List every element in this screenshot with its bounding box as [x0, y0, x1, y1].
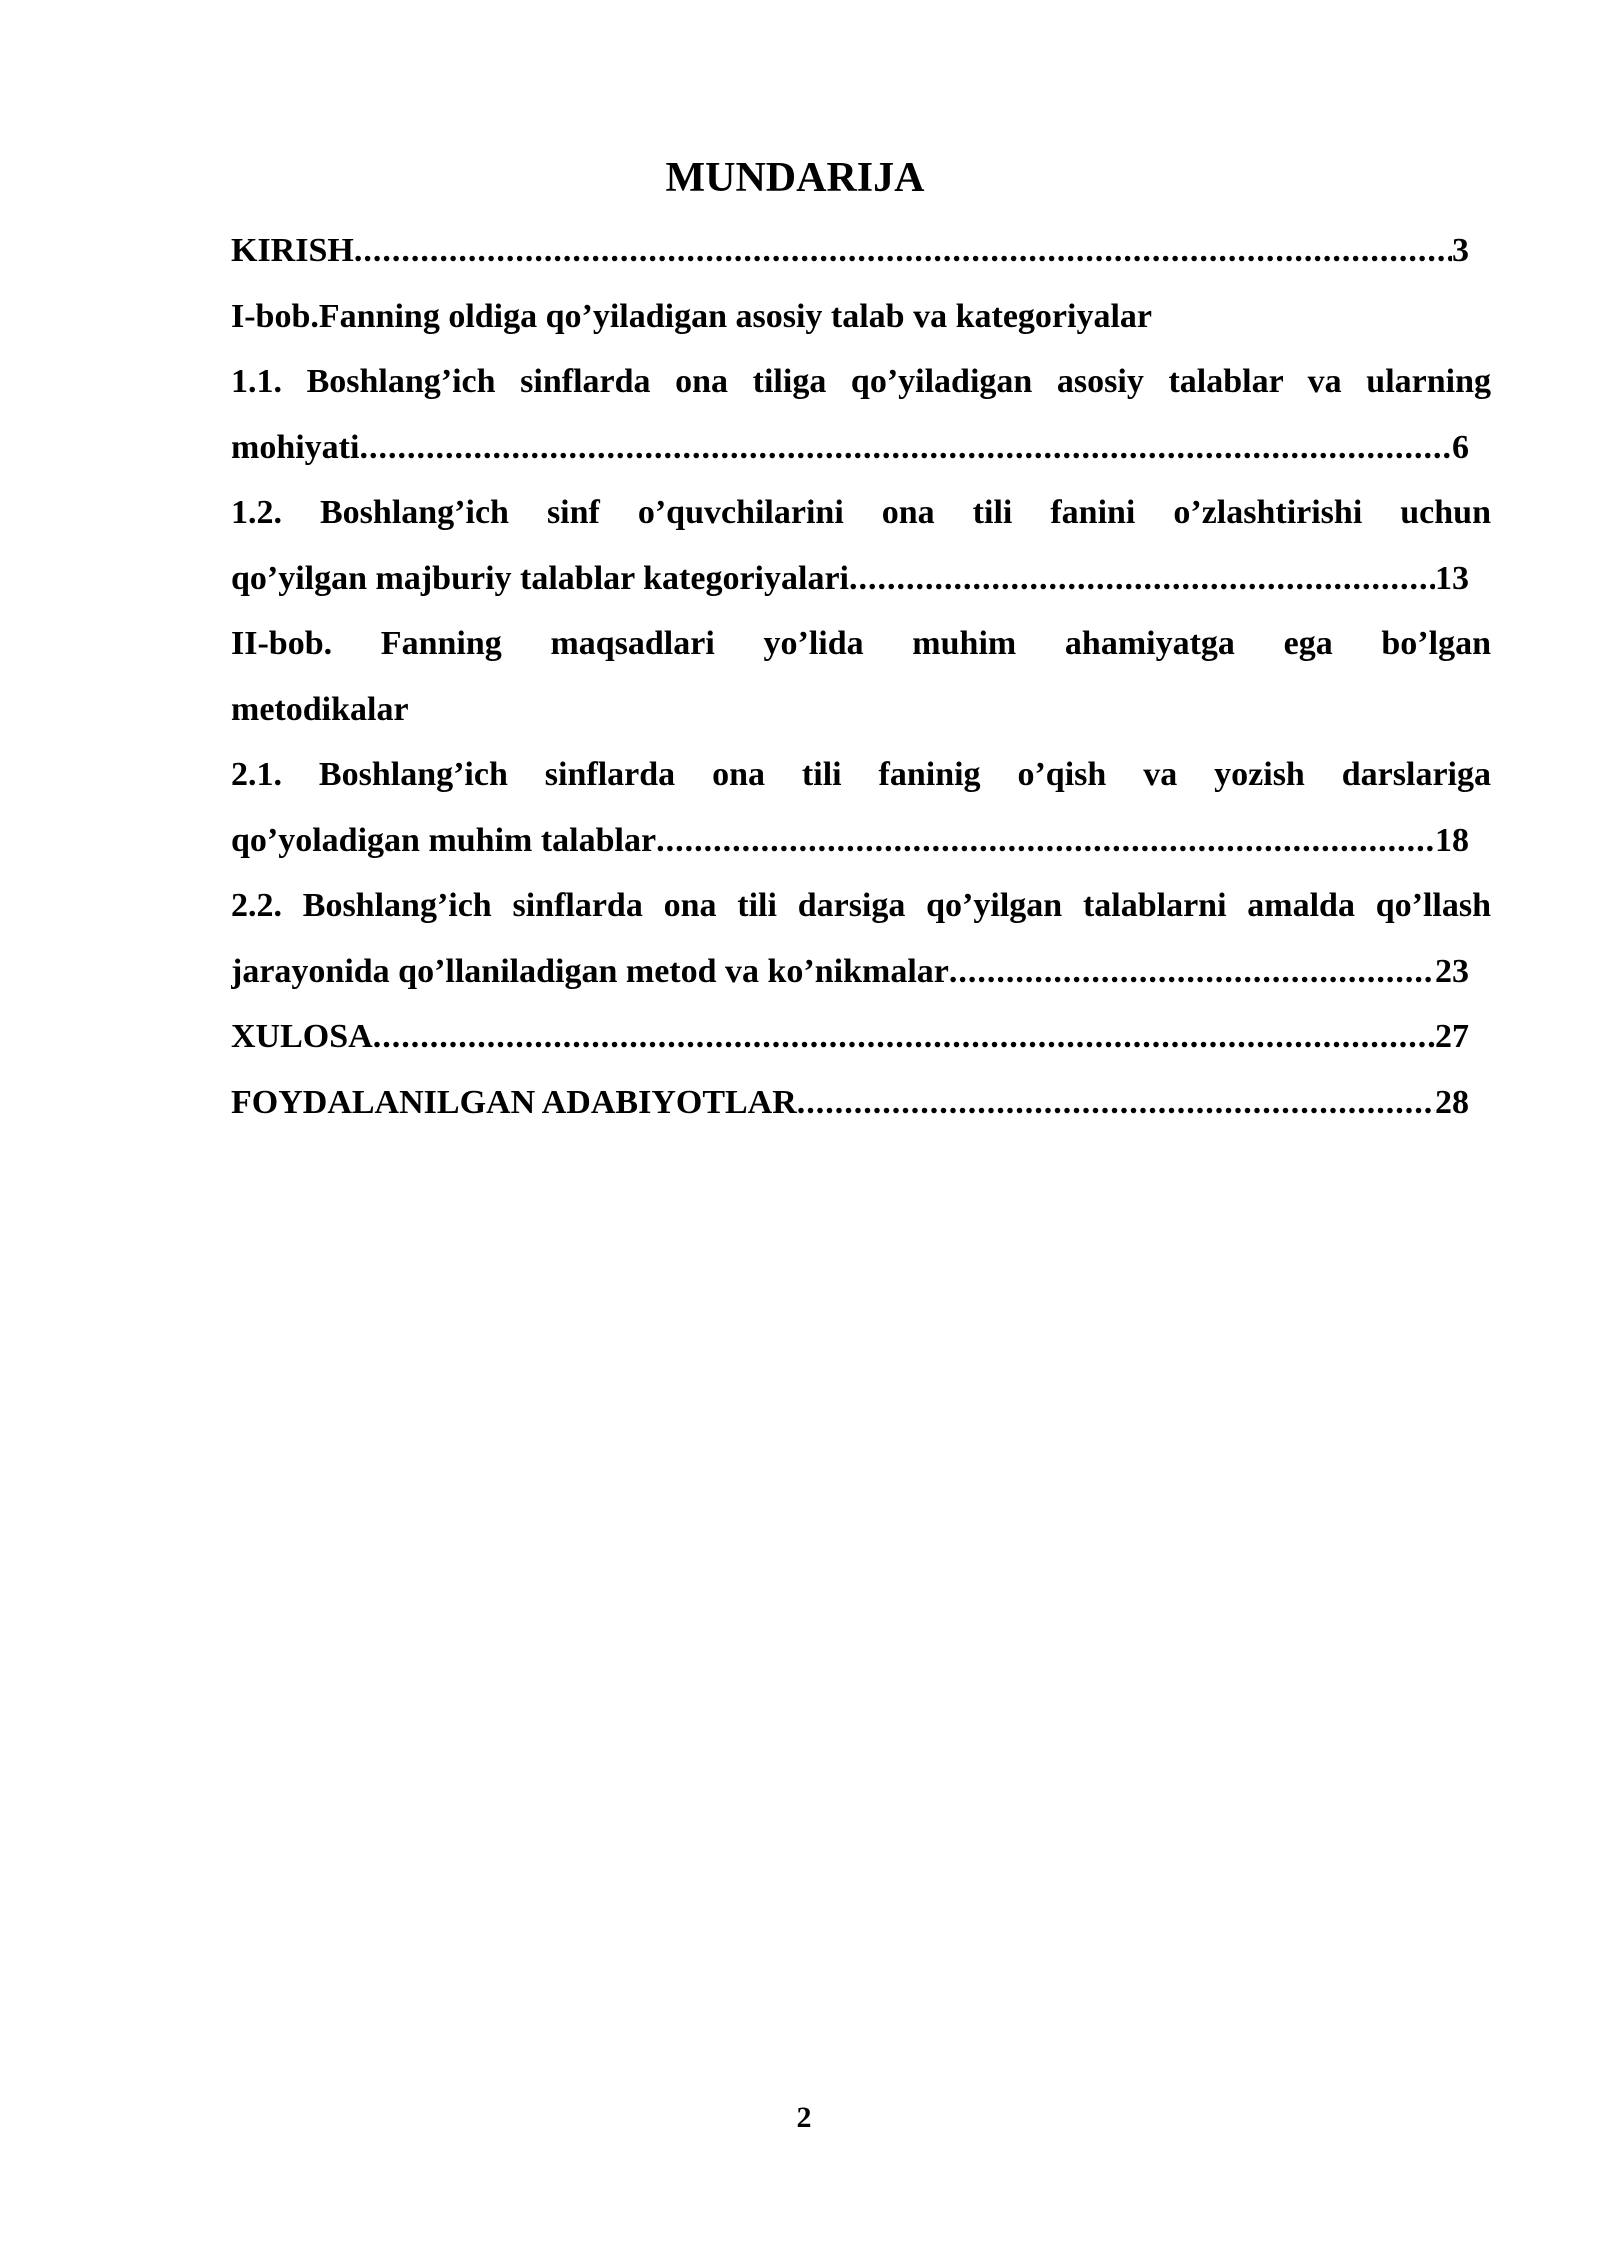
- page-number-text: 2: [796, 2101, 812, 2134]
- page-number: [0, 2098, 1600, 2138]
- dot-leader: [849, 546, 1435, 612]
- toc-entry-label: 2.1. Boshlang’ich sinflarda ona tili faninig o’qish va yozish darslariga: [231, 756, 1491, 793]
- dot-leader: [656, 808, 1435, 874]
- toc-entry-label: 1.2. Boshlang’ich sinf o’quvchilarini ona tili fanini o’zlashtirishi uchun: [231, 494, 1491, 531]
- toc-entry-section-1-2-line-1: [231, 480, 1491, 546]
- toc-entry-label: jarayonida qo’llaniladigan metod va ko’nikmalar: [231, 952, 949, 990]
- toc-entry-section-1-1-line-2: [231, 415, 1469, 481]
- toc-entry-page: 18: [1435, 821, 1469, 859]
- toc-entry-chapter-1: [231, 284, 1491, 350]
- toc-entry-label: I-bob.Fanning oldiga qo’yiladigan asosiy talab va kategoriyalar: [231, 297, 1152, 335]
- dot-leader: [949, 939, 1435, 1005]
- toc-entry-label: KIRISH: [231, 232, 354, 269]
- toc-entry-page: 6: [1452, 428, 1469, 466]
- toc-entry-page: 3: [1452, 232, 1469, 269]
- toc-entry-section-2-2-line-2: [231, 939, 1469, 1005]
- table-of-contents: [231, 218, 1491, 1135]
- dot-leader: [354, 218, 1452, 284]
- dot-leader: [797, 1070, 1435, 1136]
- toc-entry-chapter-2-line-2: [231, 677, 1491, 743]
- toc-entry-adabiyotlar: [231, 1070, 1469, 1136]
- toc-entry-label: 2.2. Boshlang’ich sinflarda ona tili darsiga qo’yilgan talablarni amalda qo’llash: [231, 887, 1491, 924]
- toc-entry-label: metodikalar: [231, 690, 409, 728]
- dot-leader: [359, 415, 1452, 481]
- toc-entry-section-1-1-line-1: [231, 349, 1491, 415]
- dot-leader: [373, 1004, 1435, 1070]
- toc-title: [0, 150, 1600, 206]
- toc-entry-label: FOYDALANILGAN ADABIYOTLAR: [231, 1083, 797, 1121]
- toc-entry-label: mohiyati: [231, 428, 360, 466]
- toc-entry-xulosa: [231, 1004, 1469, 1070]
- toc-entry-label: qo’yilgan majburiy talablar kategoriyalari: [231, 559, 849, 597]
- toc-entry-section-1-2-line-2: [231, 546, 1469, 612]
- toc-entry-section-2-2-line-1: [231, 873, 1491, 939]
- toc-entry-label: XULOSA: [231, 1018, 373, 1055]
- toc-entry-label: qo’yoladigan muhim talablar: [231, 821, 657, 859]
- toc-entry-label: II-bob. Fanning maqsadlari yo’lida muhim ahamiyatga ega bo’lgan: [231, 625, 1491, 662]
- toc-entry-page: 27: [1435, 1018, 1469, 1055]
- toc-entry-page: 28: [1435, 1083, 1469, 1121]
- toc-entry-section-2-1-line-2: [231, 808, 1469, 874]
- toc-entry-page: 23: [1435, 952, 1469, 990]
- toc-entry-page: 13: [1435, 559, 1469, 597]
- toc-title-text: MUNDARIJA: [665, 155, 925, 201]
- toc-entry-label: 1.1. Boshlang’ich sinflarda ona tiliga qo’yiladigan asosiy talablar va ularning: [231, 363, 1491, 400]
- toc-entry-chapter-2-line-1: [231, 611, 1491, 677]
- toc-entry-kirish: [231, 218, 1469, 284]
- toc-entry-section-2-1-line-1: [231, 742, 1491, 808]
